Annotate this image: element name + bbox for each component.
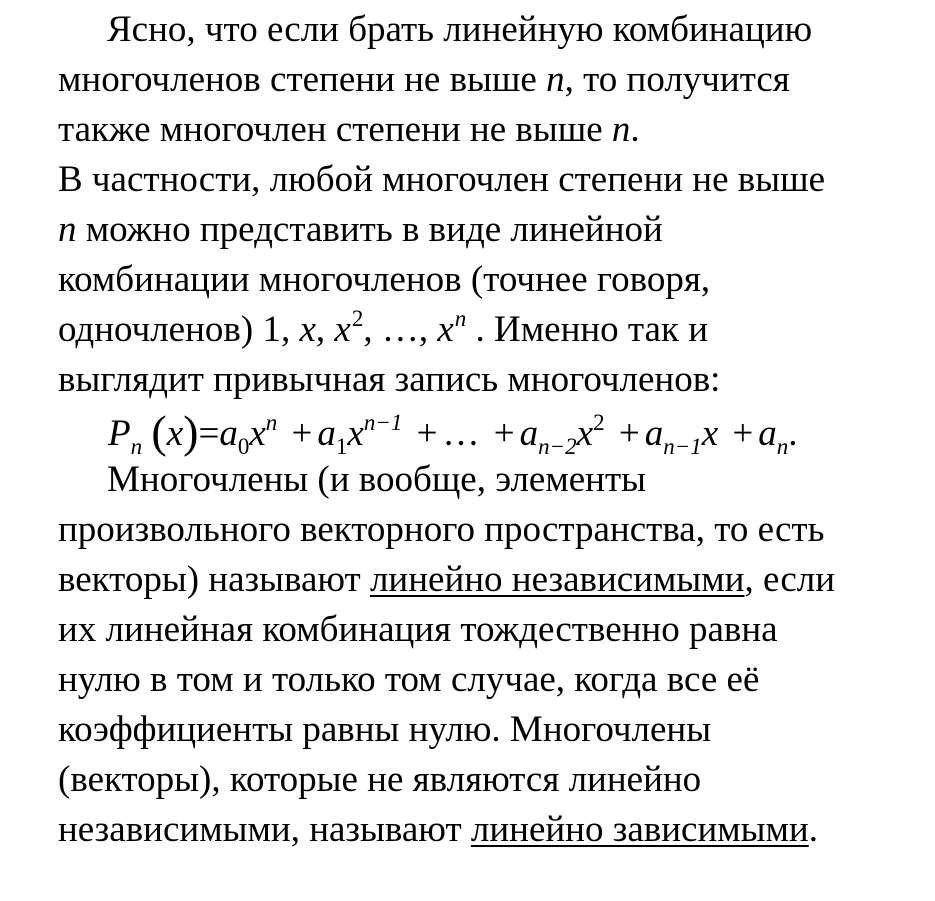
formula-operator: + <box>291 413 313 454</box>
formula-paren: ( <box>151 406 167 457</box>
formula-symbol: x <box>166 413 184 454</box>
polynomial-formula <box>58 405 908 459</box>
p2-text: В частности, любой многочлен степени не выше <box>58 159 826 200</box>
p3-line-1 <box>58 455 908 505</box>
math-variable: x <box>299 309 316 350</box>
p3-text: произвольного векторного пространства, то есть <box>58 509 825 550</box>
formula-subscript: n <box>776 434 789 459</box>
formula-subscript: 1 <box>335 434 348 459</box>
p2-line-5 <box>58 355 908 405</box>
math-exponent: 2 <box>351 306 364 331</box>
formula-symbol: a <box>317 413 336 454</box>
p3-text: (векторы), которые не являются линейно <box>58 759 702 800</box>
p1-text: , то получится <box>564 59 790 100</box>
p2-line-4 <box>58 305 908 355</box>
formula-operator: + <box>493 413 515 454</box>
formula-symbol: x <box>347 413 364 454</box>
formula-paren: ) <box>183 406 199 457</box>
term-linearly-independent: линейно независимыми <box>369 559 745 600</box>
formula-subscript: n <box>130 434 143 459</box>
math-variable: x <box>437 309 454 350</box>
p1-text: . <box>630 109 640 150</box>
p3-line-6 <box>58 705 908 755</box>
formula-symbol: x <box>701 413 719 454</box>
formula-period: . <box>788 413 798 454</box>
p3-line-5 <box>58 655 908 705</box>
p1-text: Ясно, что если брать линейную комбинацию <box>107 9 813 50</box>
math-variable: x <box>334 309 351 350</box>
formula-superscript: n <box>265 410 278 435</box>
formula-symbol: a <box>219 413 238 454</box>
formula-symbol: a <box>644 413 664 454</box>
formula-operator: + <box>416 413 438 454</box>
p2-text: можно представить в виде линейной <box>76 209 663 250</box>
p2-line-1 <box>58 155 908 205</box>
p3-line-3 <box>58 555 908 605</box>
p3-text: коэффициенты равны нулю. Многочлены <box>58 709 712 750</box>
p3-text: , если <box>744 559 836 600</box>
p3-text: . <box>808 809 818 850</box>
p3-text: векторы) называют <box>58 559 370 600</box>
formula-symbol: x <box>249 413 266 454</box>
formula-subscript: n−2 <box>538 434 577 459</box>
p1-line-1 <box>58 5 908 55</box>
p1-line-2 <box>58 55 908 105</box>
formula-subscript: 0 <box>237 434 250 459</box>
p2-line-3 <box>58 255 908 305</box>
p3-text: Многочлены (и вообще, элементы <box>107 459 646 500</box>
p3-text: нулю в том и только том случае, когда все её <box>58 659 760 700</box>
math-exponent: n <box>454 306 467 331</box>
formula-symbol: P <box>108 413 131 454</box>
formula-superscript: 2 <box>593 410 605 435</box>
term-linearly-dependent: линейно зависимыми <box>470 809 809 850</box>
formula-symbol: x <box>576 413 594 454</box>
formula-operator: + <box>732 413 754 454</box>
p3-text: их линейная комбинация тождественно равна <box>58 609 778 650</box>
formula-superscript: n−1 <box>363 410 403 435</box>
p1-text: также многочлен степени не выше <box>58 109 612 150</box>
formula-subscript: n−1 <box>663 434 702 459</box>
p3-text: независимыми, называют <box>58 809 471 850</box>
p2-line-2 <box>58 205 908 255</box>
document-page <box>58 5 908 855</box>
p2-text: , …, <box>363 309 438 350</box>
p3-line-8 <box>58 805 908 855</box>
math-variable: n <box>546 59 565 100</box>
p2-text: комбинации многочленов (точнее говоря, <box>58 259 711 300</box>
formula-operator: = <box>198 413 220 454</box>
p3-line-7 <box>58 755 908 805</box>
p1-line-3 <box>58 105 908 155</box>
formula-symbol: a <box>758 413 777 454</box>
p1-text: многочленов степени не выше <box>58 59 547 100</box>
p2-text: одночленов) 1, <box>58 309 300 350</box>
formula-operator: + <box>618 413 640 454</box>
p2-text: . Именно так и <box>466 309 708 350</box>
formula-symbol: a <box>519 413 539 454</box>
p2-text: , <box>315 309 335 350</box>
p3-line-2 <box>58 505 908 555</box>
p3-line-4 <box>58 605 908 655</box>
p2-text: выглядит привычная запись многочленов: <box>58 359 721 400</box>
math-variable: n <box>58 209 77 250</box>
math-variable: n <box>611 109 631 150</box>
formula-ellipsis: … <box>442 413 480 454</box>
